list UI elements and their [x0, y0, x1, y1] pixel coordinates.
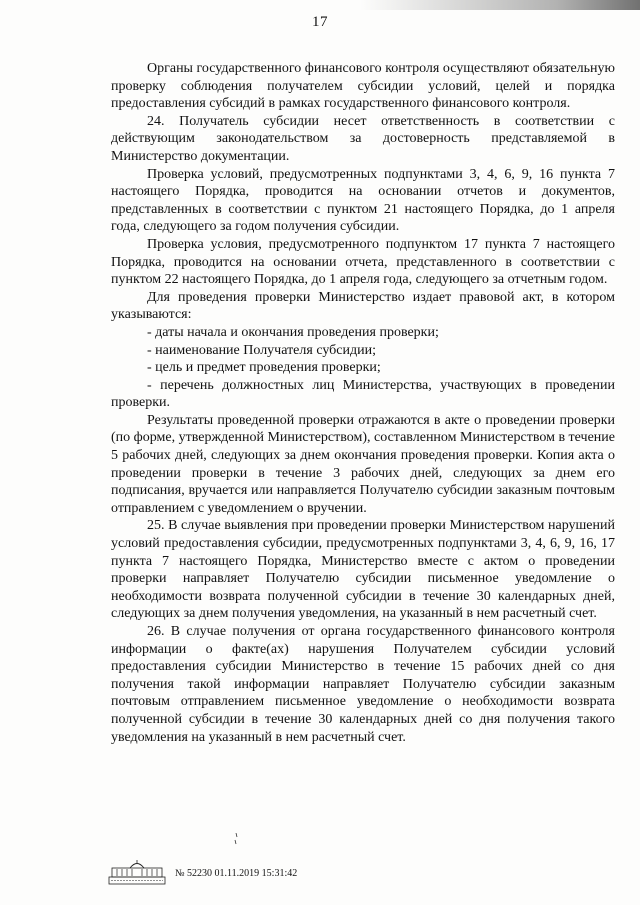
scan-edge-shadow: [360, 0, 640, 10]
page-number: 17: [312, 14, 328, 30]
stray-pen-mark: [233, 833, 239, 845]
paragraph-25: 25. В случае выявления при проведении проверки Министерством нарушений условий предоставления субсидии, предусмотренных подпунктами 3, 4, 6, 9, 16, 17 пункта 7 настоящего Порядка, Министерство вместе с актом о проведении проверки направляет Получателю субсидии письменное уведомление о необходимости возврата полученной субсидии в течение 30 календарных дней, следующих за днем получения уведомления, на указанный в нем расчетный счет.: [111, 518, 615, 622]
paragraph-check-condition-17: Проверка условия, предусмотренного подпунктом 17 пункта 7 настоящего Порядка, проводится на основании отчета, представленного в соответствии с пунктом 22 настоящего Порядка, до 1 апреля года, следующего за отчетным годом.: [111, 236, 615, 288]
paragraph-24: 24. Получатель субсидии несет ответственность в соответствии с действующим законодательством за достоверность представляемой в Министерство документации.: [111, 113, 615, 164]
paragraph-legal-act: Для проведения проверки Министерство издает правовой акт, в котором указываются:: [111, 289, 615, 323]
document-body: [111, 60, 615, 746]
paragraph-control: Органы государственного финансового контроля осуществляют обязательную проверку соблюдения получателем субсидии условий, целей и порядка предоставления субсидий в рамках государственного финансового контроля.: [111, 61, 615, 112]
building-logo-icon: [108, 858, 166, 886]
paragraph-26: 26. В случае получения от органа государственного финансового контроля информации о факте(ах) нарушения Получателем субсидии условий предоставления субсидии Министерство в течение 15 рабочих дней со дня получения такой информации направляет Получателю субсидии заказным почтовым отправлением письменное уведомление о необходимости возврата полученной субсидии в течение 30 календарных дней со дня получения такого уведомления на указанный в нем расчетный счет.: [111, 624, 615, 745]
registration-stamp-text: № 52230 01.11.2019 15:31:42: [175, 868, 298, 879]
list-item: - перечень должностных лиц Министерства, участвующих в проведении проверки.: [111, 377, 615, 411]
registration-footer: [108, 858, 408, 888]
list-item: - наименование Получателя субсидии;: [147, 342, 376, 358]
list-item: - цель и предмет проведения проверки;: [147, 360, 381, 376]
paragraph-check-conditions: Проверка условий, предусмотренных подпунктами 3, 4, 6, 9, 16 пункта 7 настоящего Порядка, проводится на основании отчетов и документов, представленных в соответствии с пунктом 21 настоящего Порядка, до 1 апреля года, следующего за годом получения субсидии.: [111, 166, 615, 235]
paragraph-results: Результаты проведенной проверки отражаются в акте о проведении проверки (по форме, утвержденной Министерством), составленном Министерством в течение 5 рабочих дней, следующих за днем окончания проведения проверки. Копия акта о проведении проверки в течение 3 рабочих дней, следующих за днем его подписания, вручается или направляется Получателю субсидии заказным почтовым отправлением с уведомлением о вручении.: [111, 412, 615, 516]
list-item: - даты начала и окончания проведения проверки;: [147, 324, 439, 340]
